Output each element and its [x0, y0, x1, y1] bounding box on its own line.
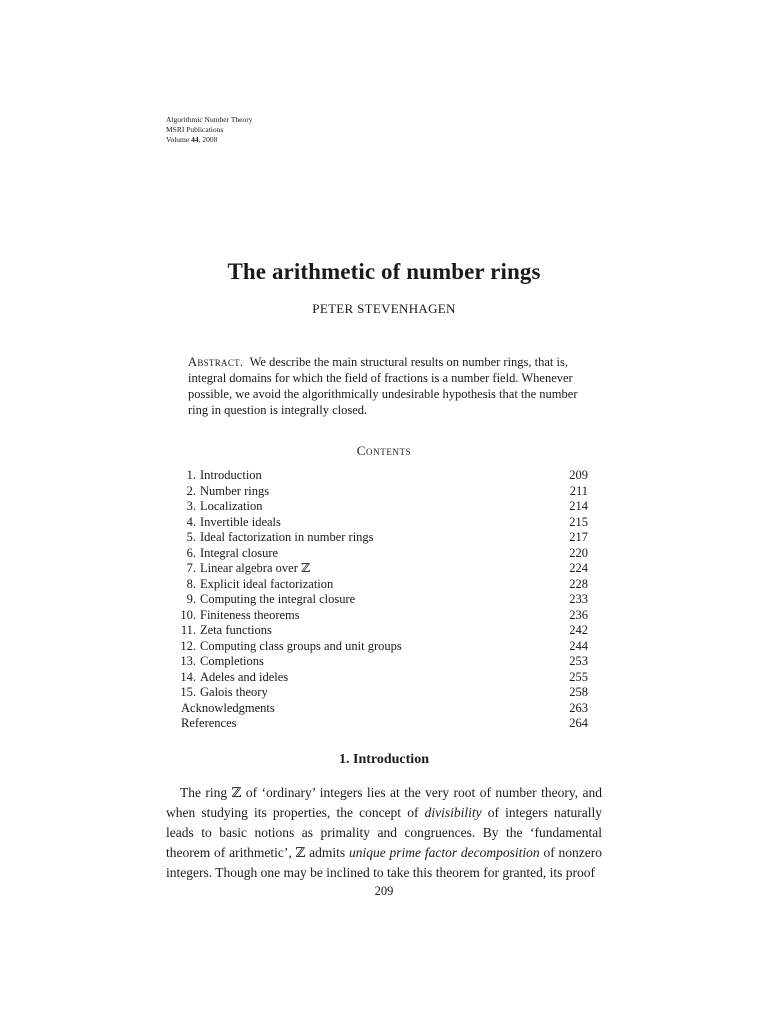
toc-entry-left	[176, 716, 237, 732]
toc-entry	[176, 484, 588, 500]
toc-entry-left	[176, 499, 262, 515]
volume-number: 44	[191, 135, 199, 144]
toc-entry-page: 220	[569, 545, 588, 560]
toc-entry-left	[176, 561, 310, 577]
toc-entry-number: 8.	[186, 576, 196, 591]
volume-year: , 2008	[198, 135, 218, 144]
toc-entry-page: 244	[569, 638, 588, 653]
toc-entry	[176, 468, 588, 484]
author-name: PETER STEVENHAGEN	[312, 301, 456, 316]
volume-line	[166, 135, 253, 145]
toc-entry	[176, 716, 588, 732]
toc-entry-page: 211	[569, 483, 588, 498]
toc-entry	[176, 546, 588, 562]
toc-entry-number: 12.	[180, 638, 196, 653]
toc-entry-number: 9.	[186, 592, 196, 606]
toc-entry-page: 224	[569, 561, 588, 575]
toc-entry-page: 255	[569, 669, 588, 684]
toc-entry-left	[176, 592, 355, 608]
toc-entry-title: Acknowledgments	[181, 700, 275, 715]
toc-entry-title: Galois theory	[200, 685, 268, 699]
body-emph-2: unique prime factor decomposition	[348, 845, 540, 860]
toc-entry-title: Adeles and ideles	[200, 669, 289, 684]
toc-entry	[176, 561, 588, 577]
body-text-2: of integers naturally leads to basic notions as primality and congruences. By the ‘fundamental theorem of arithmetic’, ℤ admits	[166, 805, 602, 860]
toc-entry	[176, 515, 588, 531]
toc-entry-title: Localization	[200, 499, 263, 513]
toc-entry-left	[176, 530, 374, 546]
toc-entry-number: 11.	[180, 623, 196, 637]
toc-entry-page: 228	[569, 576, 588, 591]
toc-entry	[176, 685, 588, 701]
toc-entry	[176, 608, 588, 624]
toc-entry-page: 215	[569, 514, 588, 529]
volume-label: Volume	[166, 135, 190, 144]
toc-entry-left	[176, 685, 268, 701]
toc-entry-title: Completions	[200, 654, 264, 668]
abstract-text: We describe the main structural results on number rings, that is, integral domains for which the field of fractions is a number field. Whenever possible, we avoid the algorithmically undesirable hypothesis that the number ring in question is integrally closed.	[188, 355, 578, 417]
toc-entry	[176, 530, 588, 546]
toc-entry-title: Number rings	[200, 483, 270, 498]
toc-entry-title: Finiteness theorems	[200, 607, 300, 622]
table-of-contents	[176, 468, 588, 732]
page-number: 209	[374, 884, 394, 898]
toc-entry-left	[176, 515, 281, 531]
toc-entry-title: Zeta functions	[200, 623, 272, 637]
journal-header	[166, 115, 253, 145]
toc-entry-left	[176, 670, 288, 686]
toc-entry-number: 4.	[186, 514, 196, 529]
toc-entry-page: 258	[569, 685, 588, 699]
toc-entry-page: 209	[569, 468, 588, 482]
toc-entry-number: 10.	[180, 607, 196, 622]
toc-entry-left	[176, 654, 264, 670]
toc-entry-left	[176, 623, 272, 639]
series-name: Algorithmic Number Theory	[166, 115, 253, 124]
toc-entry-title: Linear algebra over ℤ	[200, 561, 311, 575]
publisher-name: MSRI Publications	[166, 125, 224, 134]
toc-entry-page: 253	[569, 654, 588, 668]
toc-entry-left	[176, 484, 269, 500]
toc-entry-title: Computing class groups and unit groups	[200, 638, 402, 653]
body-text-1: The ring ℤ of ‘ordinary’ integers lies at the very root of number theory, and when studying its properties, the concept of	[166, 785, 602, 820]
section-heading: 1. Introduction	[339, 752, 429, 767]
toc-entry-page: 264	[569, 716, 588, 730]
toc-entry-left	[176, 577, 333, 593]
toc-entry-number: 6.	[186, 545, 196, 560]
toc-entry-title: Invertible ideals	[200, 514, 281, 529]
contents-heading: Contents	[356, 443, 412, 458]
toc-entry-page: 214	[569, 499, 588, 513]
toc-entry-title: Integral closure	[200, 545, 279, 560]
toc-entry-page: 242	[569, 623, 588, 637]
toc-entry-left	[176, 639, 402, 655]
toc-entry-title: Explicit ideal factorization	[200, 576, 334, 591]
toc-entry	[176, 670, 588, 686]
abstract	[188, 354, 586, 418]
toc-entry-title: Ideal factorization in number rings	[200, 530, 374, 544]
toc-entry-page: 263	[569, 700, 588, 715]
toc-entry-title: Introduction	[200, 468, 262, 482]
toc-entry	[176, 577, 588, 593]
toc-entry	[176, 654, 588, 670]
toc-entry-number: 3.	[186, 499, 196, 513]
toc-entry-number: 5.	[186, 530, 196, 544]
toc-entry-number: 13.	[180, 654, 196, 668]
toc-entry	[176, 639, 588, 655]
toc-entry-page: 236	[569, 607, 588, 622]
toc-entry-number: 7.	[186, 561, 196, 575]
body-text-3: of nonzero integers. Though one may be inclined to take this theorem for granted, its proof	[166, 845, 602, 880]
body-paragraph	[166, 783, 602, 883]
toc-entry-number: 2.	[186, 483, 196, 498]
toc-entry-number: 15.	[180, 685, 196, 699]
toc-entry	[176, 701, 588, 717]
toc-entry-left	[176, 701, 275, 717]
toc-entry-number: 14.	[180, 669, 196, 684]
toc-entry	[176, 623, 588, 639]
toc-entry-title: Computing the integral closure	[200, 592, 356, 606]
toc-entry-page: 233	[569, 592, 588, 606]
toc-entry	[176, 499, 588, 515]
toc-entry-left	[176, 468, 262, 484]
toc-entry-number: 1.	[186, 468, 196, 482]
paper-title: The arithmetic of number rings	[227, 259, 541, 284]
toc-entry-page: 217	[569, 530, 588, 544]
toc-entry-title: References	[181, 716, 237, 730]
toc-entry-left	[176, 546, 278, 562]
toc-entry	[176, 592, 588, 608]
toc-entry-left	[176, 608, 300, 624]
abstract-label: Abstract.	[188, 355, 244, 369]
body-emph-1: divisibility	[424, 805, 482, 820]
